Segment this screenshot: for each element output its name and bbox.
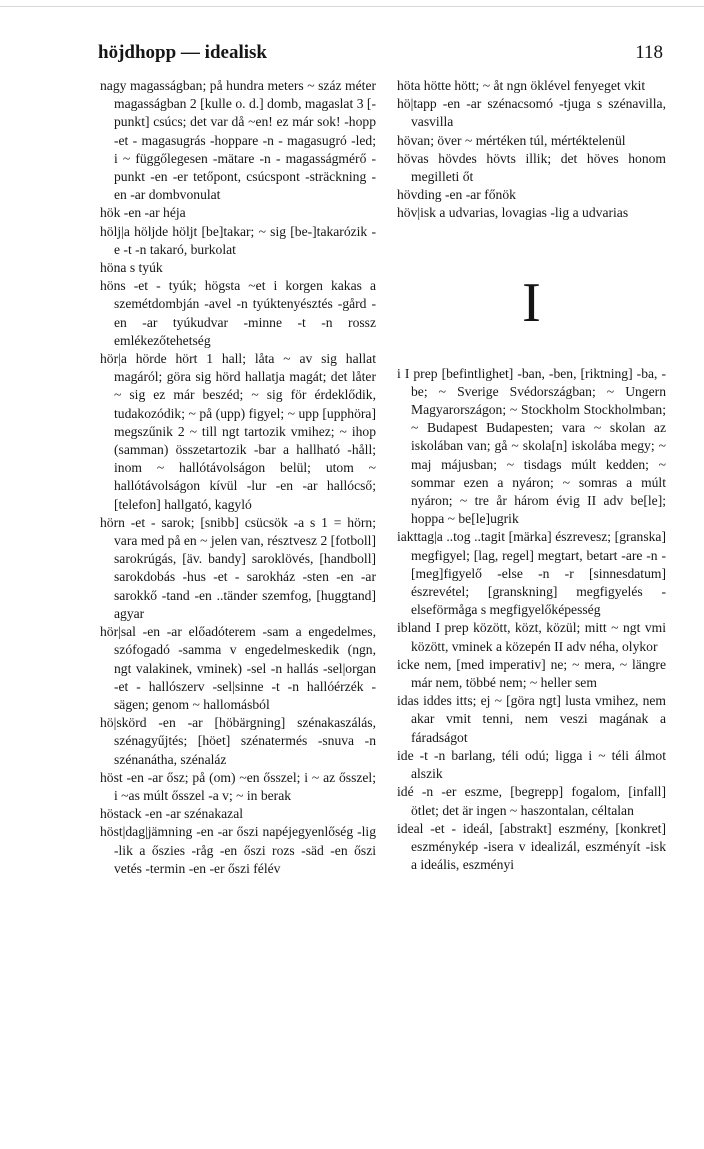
dictionary-entry: ideal -et - ideál, [abstrakt] eszmény, [konkret] eszménykép -isera v idealizál, eszményít -isk a ideális, eszményi — [397, 820, 666, 873]
dictionary-entry: hök -en -ar héja — [100, 205, 186, 221]
dictionary-entry: höna s tyúk — [100, 260, 163, 276]
dictionary-entry: hö|tapp -en -ar szénacsomó -tjuga s szénavilla, vasvilla — [397, 96, 666, 130]
dictionary-entry: hövan; över ~ mértéken túl, mértéktelenül — [397, 132, 626, 148]
page-number: 118 — [635, 42, 663, 63]
dictionary-entry: hö|skörd -en -ar [höbärgning] szénakaszálás, szénagyűjtés; [höet] szénatermés -snuva -n szénanátha, szénaláz — [100, 715, 376, 767]
left-column — [100, 77, 376, 878]
dictionary-entry: hölj|a höljde höljt [be]takar; ~ sig [be-]takarózik -e -t -n takaró, burkolat — [100, 223, 376, 257]
dictionary-entry: i I prep [befintlighet] -ban, -ben, [riktning] -ba, -be; ~ Sverige Svédországban; ~ Ungern Magyarországon; ~ Stockholm Stockholmban; ~ Budapest Budapesten; vara ~ skolan az iskolában van; gå ~ skola[n] iskolába megy; ~ maj májusban; ~ tisdags múlt kedden; ~ sommar ezen a nyáron; ~ somras a múlt nyáron; ~ tre år három évig II adv be[le]; hoppa ~ be[le]ugrik — [397, 365, 666, 527]
running-head: höjdhopp — idealisk — [98, 42, 267, 63]
scan-edge-line — [0, 6, 704, 7]
dictionary-entry: idas iddes itts; ej ~ [göra ngt] lusta vmihez, nem akar vmit tenni, nem veszi magának a fáradságot — [397, 693, 666, 745]
right-column — [397, 77, 666, 874]
dictionary-entry: nagy magasságban; på hundra meters ~ száz méter magasságban 2 [kulle o. d.] domb, magaslat 3 [-punkt] csúcs; det var då ~en! ez már sok! -hopp -et - magasugrás -hoppare -n - magasugró -led; i ~ függőlegesen -mätare -n - magasságmérő -punkt -en -er tetőpont, csúcspont -sträckning -en -ar dombvonulat — [100, 78, 376, 203]
dictionary-entry: hövding -en -ar főnök — [397, 187, 516, 203]
dictionary-entry: hövas hövdes hövts illik; det höves honom megilleti őt — [397, 150, 666, 185]
dictionary-entry: icke nem, [med imperativ] ne; ~ mera, ~ längre már nem, többé nem; ~ heller sem — [397, 656, 666, 691]
dictionary-entry: idé -n -er eszme, [begrepp] fogalom, [infall] ötlet; det är ingen ~ haszontalan, céltalan — [397, 784, 666, 818]
dictionary-entry: höv|isk a udvarias, lovagias -lig a udvarias — [397, 205, 629, 221]
dictionary-entry: ide -t -n barlang, téli odú; ligga i ~ téli álmot alszik — [397, 747, 666, 782]
dictionary-entry: höns -et - tyúk; högsta ~et i korgen kakas a szemétdombján -avel -n tyúktenyésztés -gård -en -ar tyúkudvar -minne -t -n rossz emlékezőtehetség — [100, 278, 376, 348]
section-letter: I — [522, 271, 541, 334]
dictionary-entry: hörn -et - sarok; [snibb] csücsök -a s 1 = hörn; vara med på en ~ jelen van, résztvesz 2 [fotboll] sarokrúgás, [äv. bandy] saroklövés, [handboll] sarokdobás -hus -et - sarokház -sten -en -ar sarokkő -tand -en ..tänder szemfog, [huggtand] agyar — [100, 514, 376, 621]
dictionary-entry: höta hötte hött; ~ åt ngn öklével fenyeget vkit — [397, 78, 646, 93]
dictionary-entry: höstack -en -ar szénakazal — [100, 806, 244, 822]
page-header — [98, 42, 663, 68]
dictionary-entry: hör|sal -en -ar előadóterem -sam a engedelmes, szófogadó -samma v engedelmeskedik (ngn, ngt valakinek, vminek) -sel -n hallás -sel|organ -et - hallószerv -sel|sinne -t -n hallóérzék -sägen; genom ~ hallomásból — [100, 624, 376, 712]
dictionary-entry: hör|a hörde hört 1 hall; låta ~ av sig hallat magáról; göra sig hörd hallatja magát; det låter ~ sig ez már beszéd; ~ sig för érdeklődik, tudakozódik; ~ på (upp) figyel; ~ upp [upphöra] megszűnik 2 ~ till ngt tartozik vmihez; ~ ihop (samman) összetartozik -bar a hallható -håll; inom ~ hallótávolságon belül; utom ~ hallótávolságon kívül -lur -en -ar hallócső; [telefon] hallgató, kagyló — [100, 351, 376, 512]
dictionary-entry: höst -en -ar ősz; på (om) ~en ősszel; i ~ az ősszel; i ~as múlt ősszel -a v; ~ in berak — [100, 769, 376, 803]
dictionary-entry: höst|dag|jämning -en -ar őszi napéjegyenlőség -lig -lik a őszies -råg -en őszi rozs -säd -en őszi vetés -termin -en -er őszi félév — [100, 824, 376, 876]
dictionary-entry: iakttag|a ..tog ..tagit [märka] észrevesz; [granska] megfigyel; [lag, regel] megtart, betart -are -n - [meg]figyelő -else -n -r [sinnesdatum] észrevétel; [granskning] megfigyelés -elseförmåga s megfigyelőképesség — [397, 529, 666, 618]
dictionary-entry: ibland I prep között, közt, közül; mitt ~ ngt vmi között, vminek a közepén II adv néha, olykor — [397, 620, 666, 654]
